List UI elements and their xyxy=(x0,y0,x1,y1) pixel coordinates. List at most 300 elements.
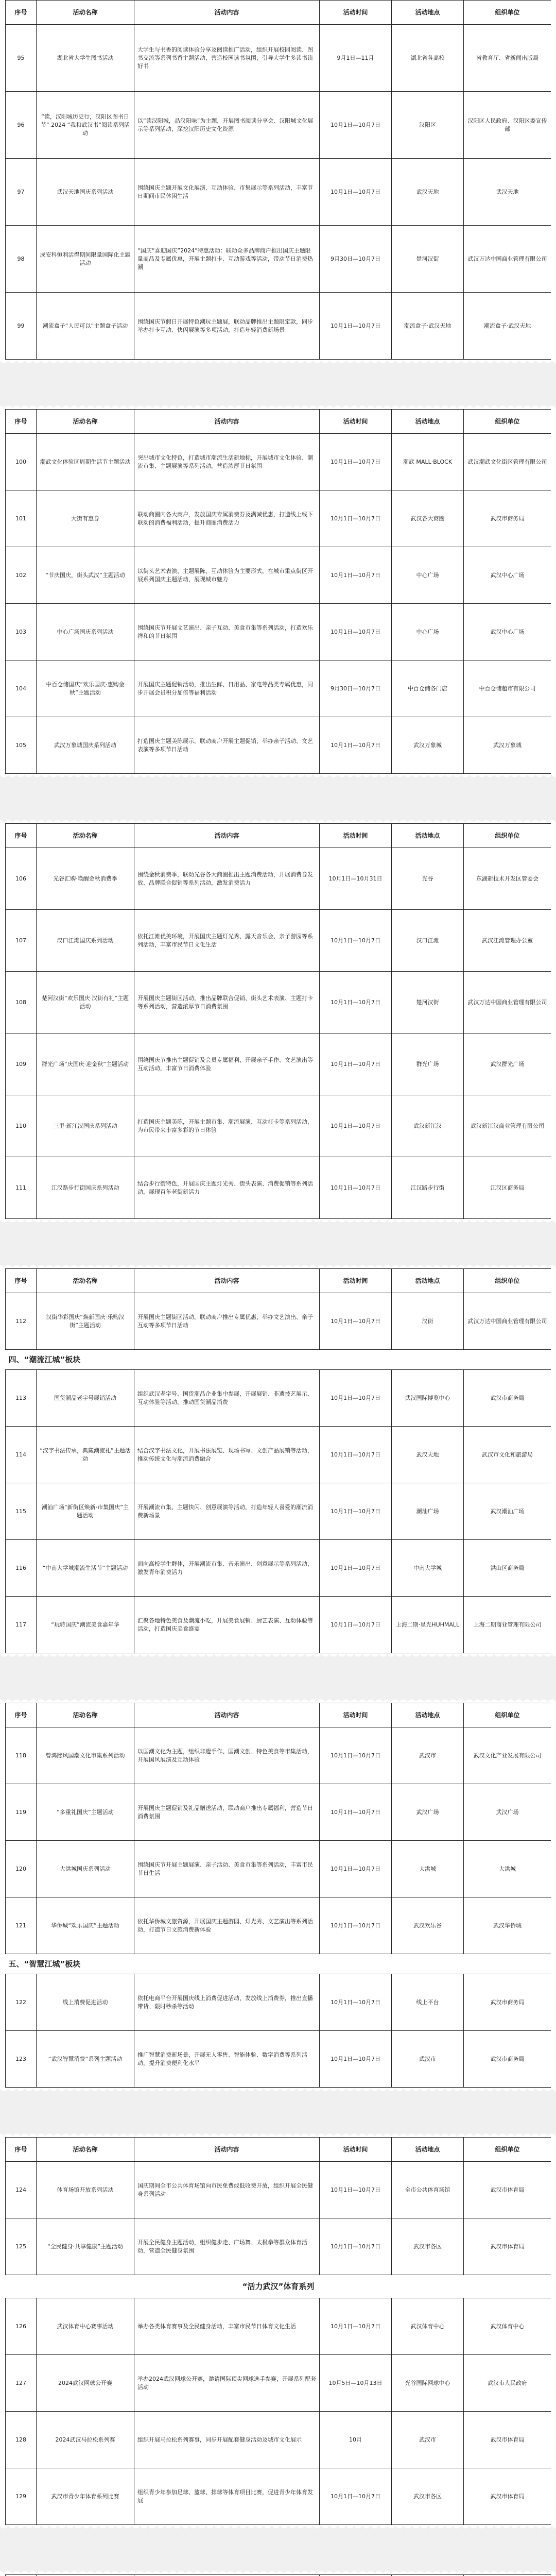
column-header: 活动地点 xyxy=(392,2138,464,2162)
activity-place: 中百仓储各门店 xyxy=(392,660,464,717)
activity-name: 曾鸿熙风国潮文化市集系列活动 xyxy=(37,1727,134,1784)
activity-time: 9月1日—11月 xyxy=(320,25,392,92)
activity-name: 江汉路步行街国庆系列活动 xyxy=(37,1157,134,1219)
activity-content: 围绕国庆节开展文艺演出、亲子互动、美食市集等系列活动，打造欢乐祥和的节日氛围 xyxy=(134,604,320,660)
activity-table xyxy=(5,1703,551,2088)
activity-name: “玩转国庆”潮流美食嘉年华 xyxy=(37,1597,134,1653)
column-header: 组织单位 xyxy=(464,1,551,25)
activity-name: 中百仓储国庆“欢乐国庆·惠购金秋”主题活动 xyxy=(37,660,134,717)
column-header: 活动时间 xyxy=(320,1703,392,1727)
table-row xyxy=(6,1897,551,1954)
column-header: 活动时间 xyxy=(320,824,392,848)
column-header: 序号 xyxy=(6,1,37,25)
activity-content: 打造国庆主题美陈展示，联动商户开展主题促销，举办亲子活动、文艺表演等多项节日活动 xyxy=(134,717,320,774)
activity-name: 汉口江滩国庆系列活动 xyxy=(37,910,134,972)
table-row xyxy=(6,1727,551,1784)
activity-name: “汉字书法传承，典藏潮流礼”主题活动 xyxy=(37,1427,134,1483)
activity-content: 开展全民健身主题活动，组织健步走、广场舞、太极拳等群众体育活动，营造全民健身氛围 xyxy=(134,2218,320,2275)
activity-content: 组织青少年参加足球、篮球、排球等体育项目比赛，促进青少年体育发展 xyxy=(134,2468,320,2525)
activity-content: 以街头艺术表演、主题展陈、互动体验为主要形式，在城市重点街区开展系列国庆主题活动，展现城市魅力 xyxy=(134,547,320,604)
activity-content: 围绕国庆节假日开展特色潮玩主题展，联动品牌推出主题限定款，同步举办打卡互动、快闪展演等多项活动，打造年轻消费新场景 xyxy=(134,293,320,360)
activity-content: 推广智慧消费新场景，开展无人零售、智能体验、数字消费等系列活动，提升消费便利化水平 xyxy=(134,2031,320,2088)
table-row xyxy=(6,2468,551,2525)
activity-place: 中心广场 xyxy=(392,547,464,604)
column-header: 序号 xyxy=(6,1269,37,1293)
organizer: 中百仓储超市有限公司 xyxy=(464,660,551,717)
page-break xyxy=(0,360,556,409)
activity-content: 国庆期间全市公共体育场馆向市民免费或低收费开放，组织开展全民健身系列活动 xyxy=(134,2162,320,2218)
activity-time: 10月1日—10月7日 xyxy=(320,490,392,547)
table-row xyxy=(6,2412,551,2468)
page-break xyxy=(0,2525,556,2574)
column-header: 活动地点 xyxy=(392,410,464,434)
table-row xyxy=(6,2218,551,2275)
activity-time: 9月30日—10月7日 xyxy=(320,660,392,717)
activity-time: 10月1日—10月7日 xyxy=(320,1427,392,1483)
section-row xyxy=(6,2275,551,2298)
activity-content: 围绕国庆主题开展文化展演、互动体验、市集展示等系列活动，丰富节日期间市民休闲生活 xyxy=(134,159,320,226)
table-row xyxy=(6,226,551,293)
activity-content: 汇聚各地特色美食及潮流小吃，开展美食展销、厨艺表演、互动体验等活动，打造国庆美食盛宴 xyxy=(134,1597,320,1653)
activity-time: 10月1日—10月7日 xyxy=(320,2218,392,2275)
table-header-row xyxy=(6,1,551,25)
table-header-row xyxy=(6,824,551,848)
row-number: 109 xyxy=(6,1033,37,1095)
row-number: 116 xyxy=(6,1540,37,1597)
activity-place: 武汉市 xyxy=(392,2412,464,2468)
activity-place: 光谷国际网球中心 xyxy=(392,2355,464,2412)
activity-time: 10月1日—10月7日 xyxy=(320,1974,392,2031)
organizer: 上海二期商业管理有限公司 xyxy=(464,1597,551,1653)
activity-place: 武汉天地 xyxy=(392,1427,464,1483)
table-row xyxy=(6,1370,551,1427)
row-number: 110 xyxy=(6,1095,37,1157)
row-number: 103 xyxy=(6,604,37,660)
activity-place: 武汉体育中心 xyxy=(392,2298,464,2355)
row-number: 99 xyxy=(6,293,37,360)
section-row xyxy=(6,1954,551,1974)
activity-name: 潮流盒子“人民可以”主题盒子活动 xyxy=(37,293,134,360)
table-sheet xyxy=(5,0,551,360)
activity-place: 线上平台 xyxy=(392,1974,464,2031)
activity-time: 10月1日—10月7日 xyxy=(320,1897,392,1954)
row-number: 111 xyxy=(6,1157,37,1219)
row-number: 128 xyxy=(6,2412,37,2468)
activity-time: 10月1日—10月7日 xyxy=(320,1157,392,1219)
activity-name: “读，汉阳城历史行，汉阳区图书日节” 2024 “我和武汉书”阅读系列活动 xyxy=(37,92,134,159)
organizer: 武汉市商务局 xyxy=(464,2031,551,2088)
activity-time: 10月1日—10月7日 xyxy=(320,717,392,774)
activity-name: 国货潮品老字号展销活动 xyxy=(37,1370,134,1427)
activity-place: 武汉万象城 xyxy=(392,717,464,774)
row-number: 115 xyxy=(6,1483,37,1540)
activity-place: 大洪城 xyxy=(392,1841,464,1897)
activity-time: 10月1日—10月7日 xyxy=(320,1095,392,1157)
table-row xyxy=(6,1293,551,1350)
activity-name: 楚河汉街“欢乐国庆·汉街有礼”主题活动 xyxy=(37,972,134,1033)
table-row xyxy=(6,1540,551,1597)
table-row xyxy=(6,717,551,774)
organizer: 省教育厅、省新闻出版局 xyxy=(464,25,551,92)
activity-content: 大学生与书香的阅读体验分享及阅读推广活动，组织开展校园阅读、图书交流等系列书香主题活动，营造校园读书氛围，引导大学生多读书读好书 xyxy=(134,25,320,92)
row-number: 97 xyxy=(6,159,37,226)
activity-name: 光谷汇购·唤醒金秋消费季 xyxy=(37,848,134,910)
activity-time: 10月1日—10月7日 xyxy=(320,604,392,660)
activity-name: 武汉天地国庆系列活动 xyxy=(37,159,134,226)
activity-place: 中心广场 xyxy=(392,604,464,660)
table-row xyxy=(6,1157,551,1219)
organizer: 汉阳区人民政府、汉阳区委宣传部 xyxy=(464,92,551,159)
table-header-row xyxy=(6,1703,551,1727)
activity-time: 10月1日—10月7日 xyxy=(320,1841,392,1897)
activity-name: 中心广场国庆系列活动 xyxy=(37,604,134,660)
table-row xyxy=(6,2031,551,2088)
table-row xyxy=(6,159,551,226)
activity-content: 突出城市文化特色，打造城市潮流生活新地标，开展城市文化体验、潮流市集、主题展演等系列活动，营造浓厚节日氛围 xyxy=(134,434,320,490)
table-row xyxy=(6,1095,551,1157)
column-header: 活动名称 xyxy=(37,1269,134,1293)
organizer: 武汉万达中国商业管理有限公司 xyxy=(464,972,551,1033)
column-header: 活动名称 xyxy=(37,824,134,848)
activity-place: 潮武 MALL·BLOCK xyxy=(392,434,464,490)
table-row xyxy=(6,25,551,92)
table-row xyxy=(6,1033,551,1095)
column-header: 活动时间 xyxy=(320,1269,392,1293)
activity-time: 10月1日—10月7日 xyxy=(320,2031,392,2088)
activity-name: 潮汕广场“新街区焕新·市集国庆”主题活动 xyxy=(37,1483,134,1540)
activity-place: 群光广场 xyxy=(392,1033,464,1095)
row-number: 107 xyxy=(6,910,37,972)
table-sheet xyxy=(5,1703,551,2088)
activity-content: 结合步行街特色，开展国庆主题灯光秀、街头表演、消费促销等系列活动，展现百年老街新活力 xyxy=(134,1157,320,1219)
activity-content: 打造国庆主题美陈，开展主题市集、潮流展演、互动打卡等系列活动，为市民带来丰富多彩的节日体验 xyxy=(134,1095,320,1157)
organizer: 武汉万象城 xyxy=(464,717,551,774)
table-sheet xyxy=(5,823,551,1219)
row-number: 95 xyxy=(6,25,37,92)
section-row xyxy=(6,1350,551,1370)
table-row xyxy=(6,547,551,604)
table-row xyxy=(6,490,551,547)
activity-time: 10月1日—10月7日 xyxy=(320,1784,392,1841)
activity-name: 三里·新江汉国庆系列活动 xyxy=(37,1095,134,1157)
activity-time: 10月1日—10月7日 xyxy=(320,1293,392,1350)
activity-time: 10月1日—10月7日 xyxy=(320,2162,392,2218)
row-number: 119 xyxy=(6,1784,37,1841)
activity-time: 10月1日—10月31日 xyxy=(320,848,392,910)
section-title: “活力武汉”体育系列 xyxy=(6,2275,551,2298)
activity-name: 汉街华彩国庆“焕新国庆·乐购汉街”主题活动 xyxy=(37,1293,134,1350)
activity-time: 10月5日—10月13日 xyxy=(320,2355,392,2412)
column-header: 组织单位 xyxy=(464,1269,551,1293)
activity-name: 成安科恒利活得期间限量国际化主题活动 xyxy=(37,226,134,293)
activity-content: 举办各类体育赛事及全民健身活动，丰富市民节日体育文化生活 xyxy=(134,2298,320,2355)
activity-time: 10月1日—10月7日 xyxy=(320,1727,392,1784)
table-sheet xyxy=(5,409,551,774)
activity-time: 10月1日—10月7日 xyxy=(320,293,392,360)
activity-table xyxy=(5,0,551,360)
activity-name: 大洪城国庆系列活动 xyxy=(37,1841,134,1897)
column-header: 序号 xyxy=(6,410,37,434)
activity-content: 联动商圈内各大商户，发放国庆专属消费券及满减优惠，打造线上线下联动的消费福利活动，提升商圈消费活力 xyxy=(134,490,320,547)
organizer: 武汉文化产业发展有限公司 xyxy=(464,1727,551,1784)
organizer: 大洪城 xyxy=(464,1841,551,1897)
organizer: 东湖新技术开发区管委会 xyxy=(464,848,551,910)
row-number: 125 xyxy=(6,2218,37,2275)
activity-time: 10月1日—10月7日 xyxy=(320,1597,392,1653)
table-header-row xyxy=(6,2138,551,2162)
table-row xyxy=(6,1483,551,1540)
activity-content: 以国潮文化为主题，组织非遗手作、国潮文创、特色美食等市集活动，开展国风展演及互动体验 xyxy=(134,1727,320,1784)
organizer: 武汉万达中国商业管理有限公司 xyxy=(464,226,551,293)
row-number: 117 xyxy=(6,1597,37,1653)
row-number: 127 xyxy=(6,2355,37,2412)
table-row xyxy=(6,972,551,1033)
activity-content: 围绕金秋消费季，联动光谷各大商圈推出主题消费活动，开展消费券发放、品牌联合促销等系列活动，激发消费活力 xyxy=(134,848,320,910)
activity-place: 潮汕广场 xyxy=(392,1483,464,1540)
activity-place: 武汉国际博览中心 xyxy=(392,1370,464,1427)
table-row xyxy=(6,1597,551,1653)
activity-content: 围绕国庆节推出主题促销及会员专属福利，开展亲子手作、文艺演出等互动活动，丰富节日消费体验 xyxy=(134,1033,320,1095)
table-row xyxy=(6,293,551,360)
activity-time: 10月1日—10月7日 xyxy=(320,1483,392,1540)
activity-time: 10月 xyxy=(320,2412,392,2468)
column-header: 活动地点 xyxy=(392,1,464,25)
organizer: 武汉市体育局 xyxy=(464,2218,551,2275)
row-number: 129 xyxy=(6,2468,37,2525)
column-header: 组织单位 xyxy=(464,410,551,434)
organizer: 武汉市体育局 xyxy=(464,2162,551,2218)
activity-place: 江汉路步行街 xyxy=(392,1157,464,1219)
activity-time: 10月1日—10月7日 xyxy=(320,1370,392,1427)
activity-time: 10月1日—10月7日 xyxy=(320,2298,392,2355)
column-header: 活动时间 xyxy=(320,2138,392,2162)
activity-content: 举办2024武汉网球公开赛，邀请国际顶尖网球选手参赛，开展系列配套活动 xyxy=(134,2355,320,2412)
activity-content: 结合汉字书法文化，开展书法展览、现场书写、文创产品展销等活动，推动传统文化与潮流消费融合 xyxy=(134,1427,320,1483)
activity-place: 潮流盒子·武汉天地 xyxy=(392,293,464,360)
column-header: 活动内容 xyxy=(134,2138,320,2162)
organizer: 武汉体育中心 xyxy=(464,2298,551,2355)
row-number: 105 xyxy=(6,717,37,774)
activity-place: 汉街 xyxy=(392,1293,464,1350)
activity-time: 10月1日—10月7日 xyxy=(320,1033,392,1095)
column-header: 序号 xyxy=(6,2138,37,2162)
activity-place: 武汉市 xyxy=(392,1727,464,1784)
activity-place: 武汉天地 xyxy=(392,159,464,226)
organizer: 潮流盒子·武汉天地 xyxy=(464,293,551,360)
column-header: 组织单位 xyxy=(464,1703,551,1727)
organizer: 武汉市体育局 xyxy=(464,2468,551,2525)
row-number: 108 xyxy=(6,972,37,1033)
organizer: 武汉市人民政府 xyxy=(464,2355,551,2412)
organizer: 洪山区商务局 xyxy=(464,1540,551,1597)
table-row xyxy=(6,910,551,972)
column-header: 活动内容 xyxy=(134,1703,320,1727)
activity-place: 武汉新江汉 xyxy=(392,1095,464,1157)
column-header: 序号 xyxy=(6,1703,37,1727)
activity-place: 武汉市各区 xyxy=(392,2468,464,2525)
activity-name: 2024武汉网球公开赛 xyxy=(37,2355,134,2412)
activity-name: 潮武文化体验区周期生活节主题活动 xyxy=(37,434,134,490)
table-row xyxy=(6,848,551,910)
activity-time: 9月30日—10月7日 xyxy=(320,226,392,293)
page-break xyxy=(0,2088,556,2137)
table-row xyxy=(6,2162,551,2218)
row-number: 114 xyxy=(6,1427,37,1483)
column-header: 活动名称 xyxy=(37,410,134,434)
table-row xyxy=(6,92,551,159)
activity-place: 全市公共体育场馆 xyxy=(392,2162,464,2218)
activity-content: 依托华侨城文旅资源，开展国庆主题游园、灯光秀、文艺演出等系列活动，打造节日文旅消费新体验 xyxy=(134,1897,320,1954)
activity-place: 武汉各大商圈 xyxy=(392,490,464,547)
row-number: 120 xyxy=(6,1841,37,1897)
activity-name: 湖北省大学生图书活动 xyxy=(37,25,134,92)
organizer: 武汉市文化和旅游局 xyxy=(464,1427,551,1483)
activity-name: 武汉市青少年体育系列比赛 xyxy=(37,2468,134,2525)
column-header: 活动名称 xyxy=(37,1,134,25)
activity-name: “中南大学城潮流生活节”主题活动 xyxy=(37,1540,134,1597)
organizer: 武汉潮汕广场 xyxy=(464,1483,551,1540)
activity-content: 开展国庆主题促销及礼品赠送活动，联动商户推出专属福利，营造节日消费氛围 xyxy=(134,1784,320,1841)
organizer: 武汉中心广场 xyxy=(464,547,551,604)
activity-name: 武汉万象城国庆系列活动 xyxy=(37,717,134,774)
row-number: 122 xyxy=(6,1974,37,2031)
activity-table xyxy=(5,823,551,1219)
organizer: 武汉华侨城 xyxy=(464,1897,551,1954)
activity-content: 开展国庆主题促销活动，推出生鲜、日用品、家电等品类专属优惠，同步开展会员积分加倍等福利活动 xyxy=(134,660,320,717)
row-number: 104 xyxy=(6,660,37,717)
table-row xyxy=(6,1841,551,1897)
row-number: 123 xyxy=(6,2031,37,2088)
table-row xyxy=(6,2298,551,2355)
activity-time: 10月1日—10月7日 xyxy=(320,92,392,159)
activity-table xyxy=(5,1268,551,1653)
activity-table xyxy=(5,409,551,774)
column-header: 活动内容 xyxy=(134,1269,320,1293)
activity-time: 10月1日—10月7日 xyxy=(320,1540,392,1597)
organizer: 武汉江滩管理办公室 xyxy=(464,910,551,972)
organizer: 武汉市商务局 xyxy=(464,1370,551,1427)
table-row xyxy=(6,660,551,717)
activity-time: 10月1日—10月7日 xyxy=(320,910,392,972)
row-number: 96 xyxy=(6,92,37,159)
activity-time: 10月1日—10月7日 xyxy=(320,434,392,490)
activity-content: 面向高校学生群体，开展潮流市集、音乐演出、创意展示等系列活动，激发青年消费活力 xyxy=(134,1540,320,1597)
page-break xyxy=(0,774,556,823)
column-header: 活动内容 xyxy=(134,410,320,434)
activity-content: 围绕国庆节开展主题展演、亲子活动、美食市集等系列活动，丰富市民节日生活 xyxy=(134,1841,320,1897)
activity-place: 武汉欢乐谷 xyxy=(392,1897,464,1954)
section-title: 五、“智慧江城”板块 xyxy=(6,1954,551,1974)
activity-place: 中南大学城 xyxy=(392,1540,464,1597)
activity-name: 大街有惠券 xyxy=(37,490,134,547)
activity-content: 依托江滩优美环境，开展国庆主题灯光秀、露天音乐会、亲子游园等系列活动，丰富市民节日文化生活 xyxy=(134,910,320,972)
organizer: 武汉市商务局 xyxy=(464,1974,551,2031)
row-number: 124 xyxy=(6,2162,37,2218)
organizer: 武汉中心广场 xyxy=(464,604,551,660)
row-number: 98 xyxy=(6,226,37,293)
activity-content: 开展潮流市集、主题快闪、创意展演等活动，打造年轻人喜爱的潮流消费新场景 xyxy=(134,1483,320,1540)
table-sheet xyxy=(5,2137,551,2525)
activity-content: 组织开展马拉松系列赛事，同步开展配套健身活动及城市文化展示 xyxy=(134,2412,320,2468)
activity-place: 武汉市各区 xyxy=(392,2218,464,2275)
row-number: 121 xyxy=(6,1897,37,1954)
column-header: 组织单位 xyxy=(464,2138,551,2162)
table-row xyxy=(6,1427,551,1483)
row-number: 101 xyxy=(6,490,37,547)
activity-place: 楚河汉街 xyxy=(392,226,464,293)
row-number: 126 xyxy=(6,2298,37,2355)
organizer: 武汉市商务局 xyxy=(464,490,551,547)
table-header-row xyxy=(6,1269,551,1293)
activity-time: 10月1日—10月7日 xyxy=(320,972,392,1033)
activity-place: 湖北省各高校 xyxy=(392,25,464,92)
activity-name: 华侨城“欢乐国庆”主题活动 xyxy=(37,1897,134,1954)
organizer: 武汉广场 xyxy=(464,1784,551,1841)
row-number: 106 xyxy=(6,848,37,910)
row-number: 112 xyxy=(6,1293,37,1350)
activity-name: “武汉智慧消费”系列主题活动 xyxy=(37,2031,134,2088)
activity-name: 线上消费促进活动 xyxy=(37,1974,134,2031)
table-row xyxy=(6,434,551,490)
column-header: 序号 xyxy=(6,824,37,848)
column-header: 活动内容 xyxy=(134,824,320,848)
activity-place: 上海二期·星光HUHMALL xyxy=(392,1597,464,1653)
activity-name: 2024武汉马拉松系列赛 xyxy=(37,2412,134,2468)
page-break xyxy=(0,1219,556,1268)
activity-place: 光谷 xyxy=(392,848,464,910)
table-row xyxy=(6,1974,551,2031)
activity-time: 10月1日—10月7日 xyxy=(320,547,392,604)
activity-name: 体育场馆开放系列活动 xyxy=(37,2162,134,2218)
organizer: 武汉新江汉商业管理有限公司 xyxy=(464,1095,551,1157)
table-row xyxy=(6,1784,551,1841)
activity-name: “全民健身·共享健康”主题活动 xyxy=(37,2218,134,2275)
organizer: 武汉天地 xyxy=(464,159,551,226)
column-header: 活动名称 xyxy=(37,2138,134,2162)
row-number: 113 xyxy=(6,1370,37,1427)
activity-place: 汉阳区 xyxy=(392,92,464,159)
section-title: 四、“潮流江城”板块 xyxy=(6,1350,551,1370)
page-break xyxy=(0,1653,556,1703)
column-header: 活动地点 xyxy=(392,1703,464,1727)
row-number: 100 xyxy=(6,434,37,490)
table-row xyxy=(6,2355,551,2412)
row-number: 102 xyxy=(6,547,37,604)
activity-content: 组织武汉老字号、国货潮品企业集中参展，开展展销、非遗技艺展示、互动体验等活动，推动国货潮品消费 xyxy=(134,1370,320,1427)
activity-content: 以“读汉阳城，品汉阳味”为主题，开展图书阅读分享会、汉阳城文化展示等系列活动，深挖汉阳历史文化资源 xyxy=(134,92,320,159)
column-header: 活动名称 xyxy=(37,1703,134,1727)
organizer: 江汉区商务局 xyxy=(464,1157,551,1219)
activity-name: “节庆国庆，街头武汉”主题活动 xyxy=(37,547,134,604)
organizer: 武汉市体育局 xyxy=(464,2412,551,2468)
table-sheet xyxy=(5,1268,551,1653)
activity-content: 开展国庆主题街区活动，联动商户推出专属优惠，举办文艺演出、亲子互动等多项节日活动 xyxy=(134,1293,320,1350)
activity-place: 武汉市 xyxy=(392,2031,464,2088)
activity-place: 汉口江滩 xyxy=(392,910,464,972)
row-number: 118 xyxy=(6,1727,37,1784)
activity-time: 10月1日—10月7日 xyxy=(320,159,392,226)
activity-content: 开展国庆主题街区活动，推出品牌联合促销、街头艺术表演、主题打卡等系列活动，营造浓厚节日消费氛围 xyxy=(134,972,320,1033)
column-header: 组织单位 xyxy=(464,824,551,848)
table-header-row xyxy=(6,410,551,434)
column-header: 活动时间 xyxy=(320,1,392,25)
activity-name: 武汉体育中心赛事活动 xyxy=(37,2298,134,2355)
organizer: 武汉万达中国商业管理有限公司 xyxy=(464,1293,551,1350)
activity-content: 依托电商平台开展国庆线上消费促进活动，发放线上消费券，推出直播带货、限时秒杀等活动 xyxy=(134,1974,320,2031)
organizer: 武汉潮武文化街区管理有限公司 xyxy=(464,434,551,490)
activity-name: 群光广场“庆国庆·迎金秋”主题活动 xyxy=(37,1033,134,1095)
activity-place: 武汉广场 xyxy=(392,1784,464,1841)
